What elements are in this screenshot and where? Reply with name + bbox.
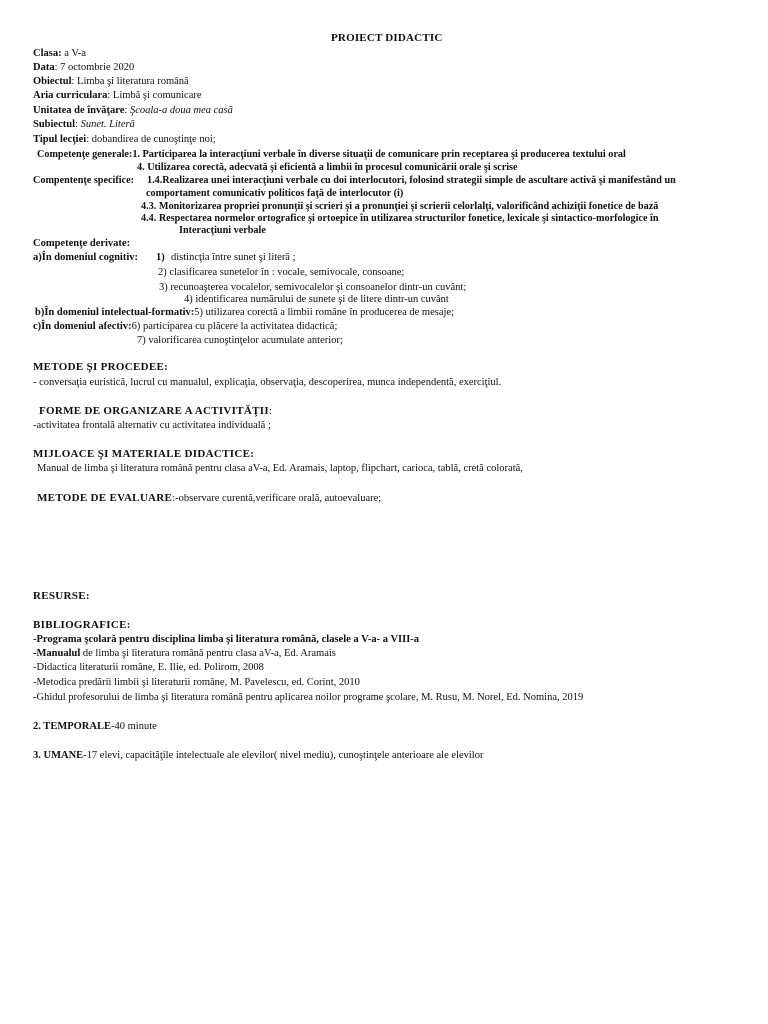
- cognitiv-item-3: 3) recunoaşterea vocalelor, semivocalelor şi consoanelor dintr-un cuvânt;: [159, 282, 467, 293]
- umane-label: 3. UMANE: [33, 750, 84, 761]
- competenta-specifica-1-4-cont: comportament comunicativ politicos faţă de interlocutor (i): [146, 188, 404, 199]
- bibliografie-item-5-rest: -Ghidul profesorului de limba şi literatura română pentru aplicarea noilor programe şcolare, M. Rusu, M. Norel, Ed. Nomina, 2019: [33, 692, 584, 703]
- competente-generale-label: Competenţe generale:: [37, 149, 133, 160]
- cognitiv-item-1-number: 1): [156, 252, 165, 263]
- bibliografie-item-1: [33, 633, 419, 646]
- bibliografie-item-1-bold: -Programa şcolară pentru disciplina limba şi literatura română, clasele a V-a- a VIII-a: [33, 634, 420, 645]
- bibliografie-item-2-bold: -Manualul: [33, 648, 81, 659]
- intelectual-item-5: 5) utilizarea corectă a limbii române în producerea de mesaje;: [194, 307, 454, 318]
- bibliografie-item-2-rest: de limba şi literatura română pentru clasa aV-a, Ed. Aramais: [80, 648, 336, 659]
- domeniul-afectiv-label: c)În domeniul afectiv:: [33, 321, 132, 332]
- tipul-line: [33, 133, 216, 146]
- domeniul-intelectual-line: [35, 306, 454, 319]
- tipul-label: Tipul lecţiei: [33, 134, 87, 145]
- domeniul-afectiv-line: [33, 320, 337, 333]
- clasa-value: a V-a: [61, 48, 87, 59]
- competente-generale-line-1: [37, 148, 626, 161]
- forme-heading-line: [39, 405, 272, 418]
- bibliografie-item-3-rest: -Didactica literaturii române, E. Ilie, ed. Polirom, 2008: [33, 662, 264, 673]
- metode-text: - conversaţia euristică, lucrul cu manualul, explicaţia, observaţia, descoperirea, munca independentă, exerciţiul.: [33, 377, 502, 388]
- domeniul-cognitiv-label: a)În domeniul cognitiv:: [33, 252, 139, 263]
- forme-heading: FORME DE ORGANIZARE A ACTIVITĂŢII: [39, 405, 269, 417]
- bibliografie-item-5: [33, 691, 583, 704]
- competente-generale-item-1: 1. Participarea la interacţiuni verbale în diverse situaţii de comunicare prin receptarea şi producerea textului oral: [132, 149, 626, 160]
- domeniul-intelectual-label: b)În domeniul intelectual-formativ:: [35, 307, 195, 318]
- mijloace-heading: MIJLOACE ŞI MATERIALE DIDACTICE:: [33, 448, 255, 460]
- clasa-label: Clasa:: [33, 48, 62, 59]
- bibliografie-item-3: [33, 661, 264, 674]
- data-value: : 7 octombrie 2020: [54, 62, 135, 73]
- afectiv-item-6: 6) participarea cu plăcere la activitatea didactică;: [131, 321, 338, 332]
- metode-heading: METODE ŞI PROCEDEE:: [33, 361, 169, 373]
- competenta-specifica-4-3: 4.3. Monitorizarea propriei pronunţii şi scrieri şi a pronunţiei şi scrierii celorlalţi, valorificând achiziţii fonetice de bază: [141, 201, 659, 212]
- cognitiv-item-1: distincţia între sunet şi literă ;: [171, 252, 296, 263]
- cognitiv-item-2: 2) clasificarea sunetelor în : vocale, semivocale, consoane;: [158, 267, 405, 278]
- data-label: Data: [33, 62, 55, 73]
- bibliografie-item-4: [33, 676, 360, 689]
- resurse-heading: RESURSE:: [33, 590, 90, 602]
- temporale-value: -40 minute: [110, 721, 157, 732]
- cognitiv-item-4: 4) identificarea numărului de sunete şi de litere dintr-un cuvânt: [184, 294, 449, 305]
- clasa-line: [33, 47, 86, 60]
- tipul-value: : dobandirea de cunoştinţe noi;: [86, 134, 216, 145]
- competenta-specifica-4-4: 4.4. Respectarea normelor ortografice şi ortoepice în utilizarea structurilor fonetice, lexicale şi sintactico-morfologice în: [141, 213, 659, 224]
- evaluare-text: :-observare curentă,verificare orală, autoevaluare;: [172, 493, 382, 504]
- competente-generale-item-4: 4. Utilizarea corectă, adecvată şi eficientă a limbii în procesul comunicării orale şi scrise: [137, 162, 518, 173]
- competenta-specifica-4-4-cont: Interacţiuni verbale: [179, 225, 266, 236]
- umane-line: [33, 749, 483, 762]
- unitatea-label: Unitatea de învăţare: [33, 105, 125, 116]
- evaluare-line: [37, 492, 381, 505]
- subiectul-label: Subiectul: [33, 119, 76, 130]
- bibliografie-item-4-rest: -Metodica predării limbii şi literaturii române, M. Pavelescu, ed. Corint, 2010: [33, 677, 360, 688]
- obiectul-value: : Limba şi literatura română: [71, 76, 189, 87]
- document-title: PROIECT DIDACTIC: [331, 32, 443, 44]
- obiectul-label: Obiectul: [33, 76, 72, 87]
- unitatea-value: Şcoala-a doua mea casă: [129, 105, 233, 116]
- obiectul-line: [33, 75, 189, 88]
- competente-derivate-label: Competenţe derivate:: [33, 238, 131, 249]
- bibliografie-item-2: [33, 647, 336, 660]
- data-line: [33, 61, 134, 74]
- bibliografice-heading: BIBLIOGRAFICE:: [33, 619, 131, 631]
- subiectul-line: Subiectul: Sunet. Literă: [33, 119, 135, 130]
- unitatea-line: Unitatea de învăţare: Şcoala-a doua mea casă: [33, 105, 233, 116]
- forme-heading-colon: :: [268, 406, 272, 417]
- temporale-label: 2. TEMPORALE: [33, 721, 111, 732]
- umane-value: -17 elevi, capacităţile intelectuale ale elevilor( nivel mediu), cunoştinţele anterioare ale elevilor: [83, 750, 484, 761]
- mijloace-text: Manual de limba şi literatura română pentru clasa aV-a, Ed. Aramais, laptop, flipchart, carioca, tablă, cretă colorată,: [37, 463, 523, 474]
- evaluare-heading: METODE DE EVALUARE: [37, 492, 173, 504]
- subiectul-value: Sunet. Literă: [80, 119, 135, 130]
- afectiv-item-7: 7) valorificarea cunoştinţelor acumulate anterior;: [137, 335, 343, 346]
- competenta-specifica-1-4: 1.4.Realizarea unei interacţiuni verbale cu doi interlocutori, folosind strategii simple de ascultare activă şi manifestând un: [147, 175, 676, 186]
- forme-text: -activitatea frontală alternativ cu activitatea individuală ;: [33, 420, 271, 431]
- competente-specifice-label: Compentenţe specifice:: [33, 175, 134, 186]
- aria-line: [33, 89, 202, 102]
- aria-label: Aria curriculara: [33, 90, 108, 101]
- aria-value: : Limbă şi comunicare: [107, 90, 202, 101]
- temporale-line: [33, 720, 157, 733]
